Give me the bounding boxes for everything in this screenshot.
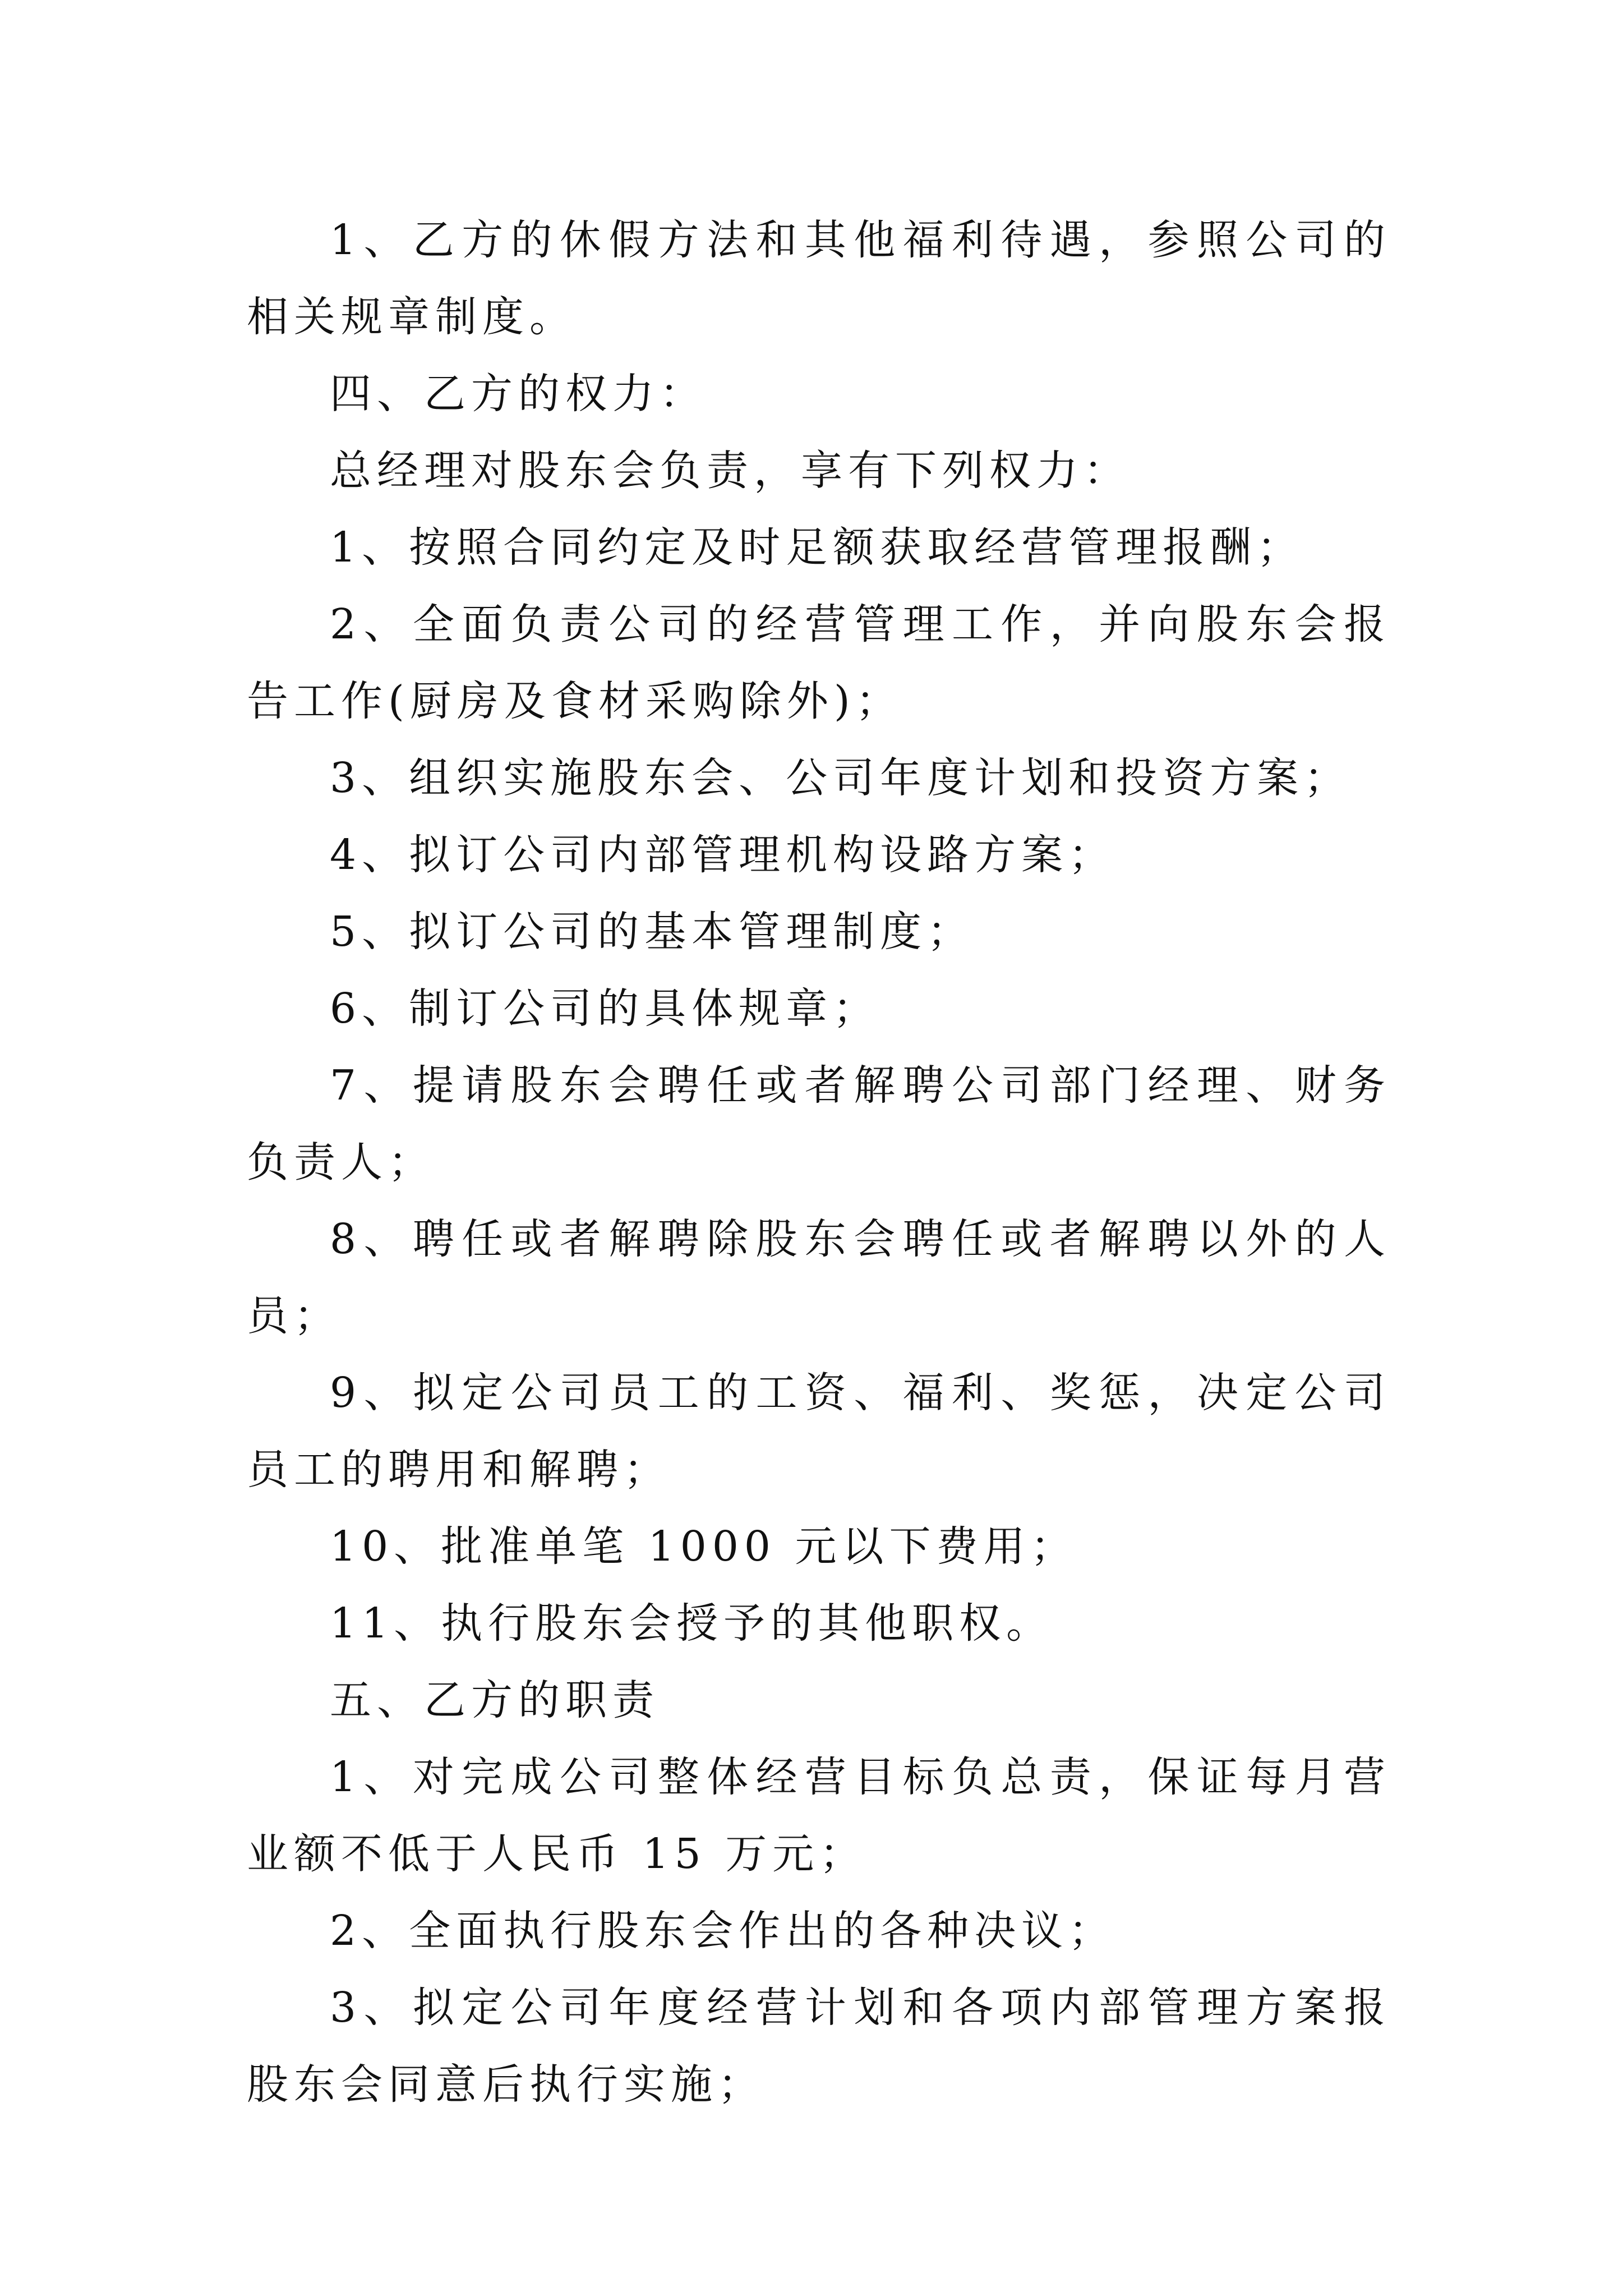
- list-item-power-8: 8、聘任或者解聘除股东会聘任或者解聘以外的人员；: [247, 1215, 1391, 1340]
- list-item-duty-2: 2、全面执行股东会作出的各种决议；: [330, 1907, 1116, 1955]
- list-item-power-1: 1、按照合同约定及时足额获取经营管理报酬；: [330, 523, 1304, 572]
- list-item-duty-3: 3、拟定公司年度经营计划和各项内部管理方案报股东会同意后执行实施；: [247, 1984, 1391, 2109]
- list-item-power-5: 5、拟订公司的基本管理制度；: [330, 908, 975, 956]
- list-item-power-10: 10、批准单笔 1000 元以下费用；: [330, 1522, 1078, 1571]
- document-body: [247, 202, 1391, 2123]
- paragraph-benefits: 1、乙方的休假方法和其他福利待遇，参照公司的相关规章制度。: [247, 216, 1391, 341]
- list-item-power-3: 3、组织实施股东会、公司年度计划和投资方案；: [330, 754, 1352, 802]
- list-item-power-11: 11、执行股东会授予的其他职权。: [330, 1599, 1054, 1648]
- heading-section-4: 四、乙方的权力：: [330, 370, 707, 418]
- list-item-power-6: 6、制订公司的具体规章；: [330, 984, 880, 1033]
- paragraph-powers-intro: 总经理对股东会负责，享有下列权力：: [330, 447, 1131, 495]
- heading-section-5: 五、乙方的职责: [330, 1676, 660, 1724]
- list-item-duty-1: 1、对完成公司整体经营目标负总责，保证每月营业额不低于人民币 15 万元；: [247, 1753, 1391, 1878]
- list-item-power-9: 9、拟定公司员工的工资、福利、奖惩，决定公司员工的聘用和解聘；: [247, 1369, 1391, 1494]
- list-item-power-7: 7、提请股东会聘任或者解聘公司部门经理、财务负责人；: [247, 1061, 1391, 1186]
- list-item-power-4: 4、拟订公司内部管理机构设路方案；: [330, 831, 1116, 879]
- list-item-power-2: 2、全面负责公司的经营管理工作，并向股东会报告工作(厨房及食材采购除外)；: [247, 600, 1391, 725]
